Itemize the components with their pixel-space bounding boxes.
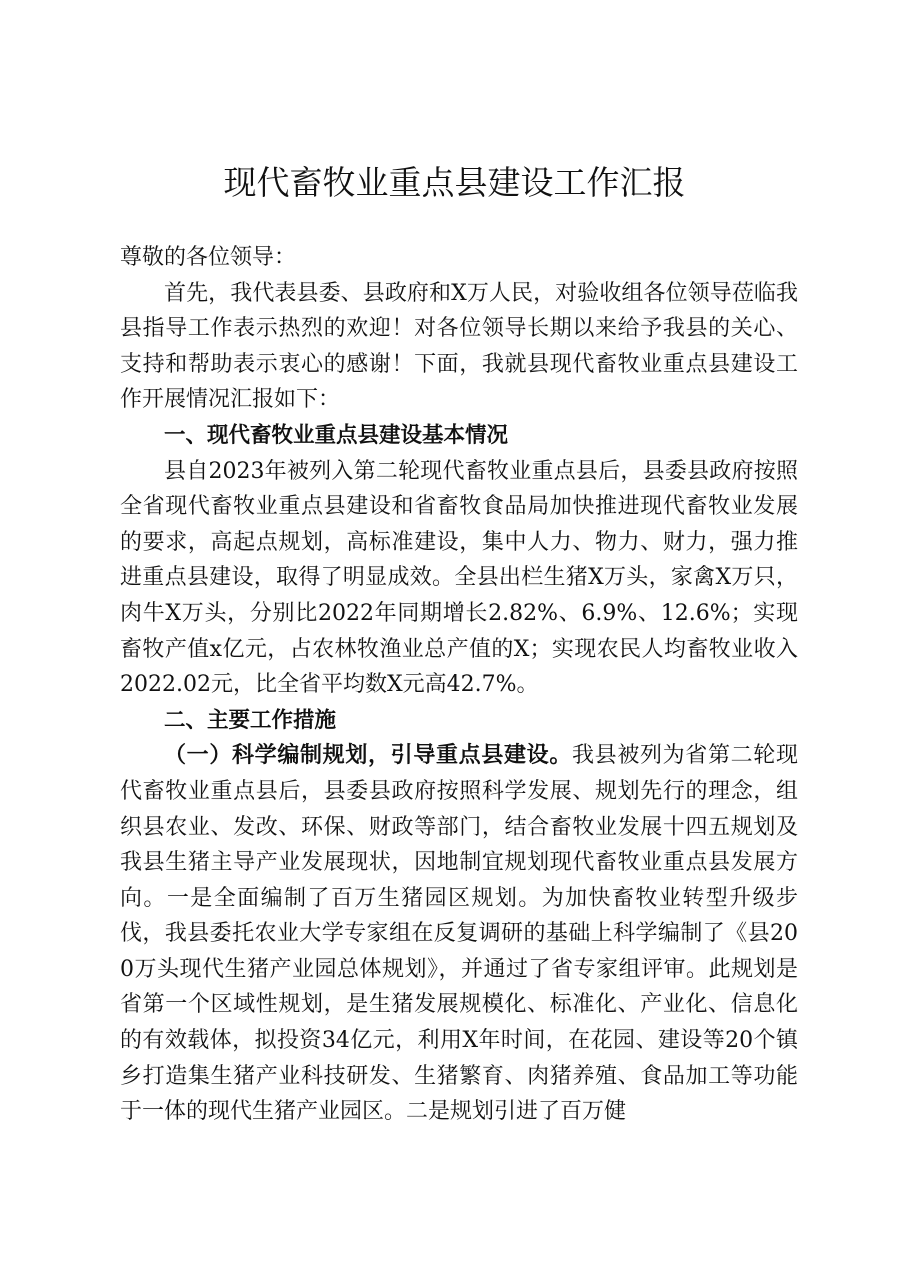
salutation: 尊敬的各位领导： — [120, 245, 297, 270]
section-1-heading: 一、现代畜牧业重点县建设基本情况 — [164, 422, 509, 448]
document-body — [120, 240, 798, 1130]
section-2-heading: 二、主要工作措施 — [164, 707, 337, 733]
section-2-sub-1-lead: （一）科学编制规划，引导重点县建设。 — [164, 742, 572, 769]
section-2-sub-1-paragraph — [120, 738, 798, 1130]
document-title: 现代畜牧业重点县建设工作汇报 — [223, 163, 686, 202]
section-1-paragraph: 县自2023年被列入第二轮现代畜牧业重点县后，县委县政府按照全省现代畜牧业重点县建设和省畜牧食品局加快推进现代畜牧业发展的要求，高起点规划，高标准建设，集中人力、物力、财力，强力推进重点县建设，取得了明显成效。全县出栏生猪X万头，家禽X万只，肉牛X万头，分别比2022年同期增长2.82%、6.9%、12.6%；实现畜牧产值x亿元，占农林牧渔业总产值的X；实现农民人均畜牧业收入2022.02元，比全省平均数X元高42.7%。 — [120, 458, 798, 698]
section-2-sub-1-text: 我县被列为省第二轮现代畜牧业重点县后，县委县政府按照科学发展、规划先行的理念，组织县农业、发改、环保、财政等部门，结合畜牧业发展十四五规划及我县生猪主导产业发展现状，因地制宜规划现代畜牧业重点县发展方向。一是全面编制了百万生猪园区规划。为加快畜牧业转型升级步伐，我县委托农业大学专家组在反复调研的基础上科学编制了《县200万头现代生猪产业园总体规划》，并通过了省专家组评审。此规划是省第一个区域性规划，是生猪发展规模化、标准化、产业化、信息化的有效载体，拟投资34亿元，利用X年时间，在花园、建设等20个镇乡打造集生猪产业科技研发、生猪繁育、肉猪养殖、食品加工等功能于一体的现代生猪产业园区。二是规划引进了百万健 — [120, 743, 798, 1125]
intro-paragraph: 首先，我代表县委、县政府和X万人民，对验收组各位领导莅临我县指导工作表示热烈的欢迎！对各位领导长期以来给予我县的关心、支持和帮助表示衷心的感谢！下面，我就县现代畜牧业重点县建设工作开展情况汇报如下： — [120, 280, 798, 413]
